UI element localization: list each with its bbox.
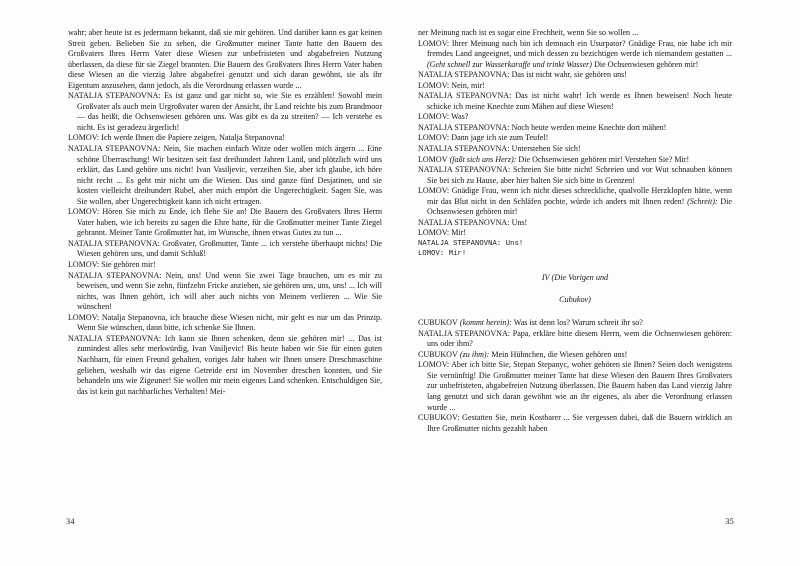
paragraph-text: Was? xyxy=(449,112,469,122)
paragraph-text: Gestatten Sie, mein Kostbarer ... Sie vergessen dabei, daß die Bauern wirklich an Ihre Großmutter nichts gezahlt haben xyxy=(427,413,732,433)
speaker-label: CUBUKOV: xyxy=(418,413,460,423)
speaker-label: LOMOV: xyxy=(418,112,450,122)
paragraph-text: Mir! xyxy=(449,228,467,238)
paragraph-text: Die Ochsenwiesen gehören mir! Verstehen Sie? Mir! xyxy=(516,154,690,164)
paragraph-text: Ich kann sie Ihnen schenken, denn sie gehören mir! ... Das ist zumindest alles sehr merkwürdig, Ivan Vasiljevic! Bis heute haben wir Sie für einen guten Nachbarn, für einen Freund gehalten, voriges Jahr haben wir Ihnen unsere Dreschmaschine geliehen, weshalb wir das eigene Getreide erst im November dreschen konnten, und Sie behandeln uns wie Zigeuner! Sie wollen mir mein eigenes Land schenken. Entschuldigen Sie, das ist kein gut nachbarliches Verhalten! Mei- xyxy=(77,333,382,396)
paragraph-text: wahr; aber heute ist es jedermann bekannt, daß sie mir gehören. Und darüber kann es gar keinen Streit geben. Belieben Sie zu sehen, die Großmutter meiner Tante hatte den Bauern des Großvaters Ihres Herrn Vater diese Wiesen zur unbefristeten und abgabefreien Nutzung überlassen, da diese für sie Ziegel brannten. Die Bauern des Großvaters Ihres Herrn Vater haben diese Wiesen an die vierzig Jahre abgabefrei genutzt und sich daran gewöhnt, sie als ihr Eigentum anzusehen, dann jedoch, als die Verordnung erlassen wurde ... xyxy=(68,28,382,90)
paragraph xyxy=(68,313,382,334)
speaker-label: LOMOV: xyxy=(68,260,100,270)
speaker-label: LOMOV: xyxy=(68,207,100,217)
stage-direction: (faßt sich ans Herz): xyxy=(447,154,517,164)
paragraph-text: Nein, Sie machen einfach Witze oder wollen mich ärgern ... Eine schöne Überraschung! Wir besitzen seit fast dreihundert Jahren Land, und plötzlich wird uns erklärt, das Land gehöre uns nicht! Ivan Vasiljevic, verzeihen Sie, aber ich glaube, ich höre nicht recht ... Es geht mir nicht um die Wiesen. Das sind ganze fünf Desjatinen, und sie kosten vielleicht dreihundert Rubel, aber mich empört die Ungerechtigkeit. Sagen Sie, was Sie wollen, aber Ungerechtigkeit kann ich nicht ertragen. xyxy=(77,144,382,206)
speaker-label: NATALJA STEPANOVNA: xyxy=(68,238,160,248)
paragraph xyxy=(68,144,382,207)
scene-heading-line-1: IV (Die Vorigen und xyxy=(541,273,609,283)
speaker-label: NATALJA STEPANOVNA: xyxy=(68,144,161,154)
speaker-label: LOMOV: xyxy=(418,360,450,370)
paragraph xyxy=(418,91,732,112)
paragraph-text: Natalja Stepanovna, ich brauche diese Wiesen nicht, mir geht es nur um das Prinzip. Wenn Sie wünschen, dann bitte, ich schenke Sie Ihnen. xyxy=(77,312,382,333)
stage-direction: (Geht schnell zur Wasserkaraffe und trinkt Wasser) xyxy=(427,59,592,69)
speaker-label: LOMOV: xyxy=(68,133,100,143)
paragraph-text: Nein, mir! xyxy=(449,80,485,90)
scene-heading-line-2: Cubukov) xyxy=(559,294,591,304)
paragraph xyxy=(68,334,382,397)
page-right-textblock xyxy=(418,28,732,434)
speaker-label: NATALJA STEPANOVNA: xyxy=(68,91,161,101)
paragraph xyxy=(418,350,732,361)
page-right xyxy=(400,0,800,566)
paragraph xyxy=(418,165,732,186)
paragraph xyxy=(68,91,382,133)
speaker-label: LOMOV: xyxy=(418,186,450,196)
speaker-label: NATALJA STEPANOVNA: xyxy=(418,122,510,132)
stage-direction: (zu ihm): xyxy=(457,349,490,359)
paragraph-text: Dann jage ich sie zum Teufel! xyxy=(449,133,549,143)
page-number-left: 34 xyxy=(66,517,75,526)
paragraph xyxy=(68,28,382,91)
speaker-label: NATALJA STEPANOVNA: xyxy=(418,91,512,101)
paragraph-text: Noch heute werden meine Knechte dort mähen! xyxy=(509,122,667,132)
paragraph xyxy=(418,39,732,71)
paragraph-text: Uns! xyxy=(501,239,524,248)
speaker-label: NATALJA STEPANOVNA: xyxy=(418,70,510,80)
paragraph xyxy=(68,271,382,313)
paragraph xyxy=(418,28,732,39)
page-left-textblock xyxy=(68,28,382,397)
paragraph xyxy=(418,112,732,123)
paragraph xyxy=(418,70,732,81)
paragraph xyxy=(418,155,732,166)
paragraph xyxy=(418,186,732,218)
paragraph-text: Mir! xyxy=(444,250,467,259)
paragraph-text: Unterstehen Sie sich! xyxy=(509,144,581,154)
paragraph-text: Papa, erkläre bitte diesem Herrn, wem die Ochsenwiesen gehören: uns oder ihm? xyxy=(427,328,733,349)
speaker-label: LOMOV: xyxy=(418,80,450,90)
paragraph-text: Hören Sie mich zu Ende, ich flehe Sie an! Die Bauern des Großvaters Ihres Herrn Vater haben, wie ich bereits zu sagen die Ehre hatte, für die Großmutter meiner Tante Ziegel gebrannt. Meiner Tante Großmutter hat, im Wunsche, ihnen etwas Gutes zu tun ... xyxy=(77,207,382,238)
paragraph xyxy=(418,133,732,144)
speaker-label: LOMOV: xyxy=(68,312,100,322)
speaker-label: LOMOV xyxy=(418,154,448,164)
paragraph-text: Sie gehören mir! xyxy=(99,260,156,270)
speaker-label: NATALJA STEPANOVNA: xyxy=(68,270,162,280)
paragraph-typed xyxy=(418,239,732,250)
speaker-label: LOMOV: xyxy=(418,250,445,259)
paragraph-text: Ich werde Ihnen die Papiere zeigen, Natalja Stepanovna! xyxy=(99,133,285,143)
paragraph-text-after: Die Ochsenwiesen gehören mir! xyxy=(427,196,733,217)
speaker-label: CUBUKOV xyxy=(418,318,458,328)
paragraph-text: Aber ich bitte Sie, Stepan Stepanyc, woher gehören sie Ihnen? Seien doch wenigstens Sie vernünftig! Die Großmutter meiner Tante hat diese Wiesen den Bauern Ihres Großvaters zur unbefristeten, abgabefreien Nutzung überlassen. Die Bauern haben das Land vierzig Jahre lang genutzt und sich daran gewöhnt wie an ihr eigenes, als aber die Verordnung erlassen wurde ... xyxy=(427,360,732,412)
paragraph xyxy=(418,360,732,413)
paragraph xyxy=(418,144,732,155)
paragraph-text: Gnädige Frau, wenn ich nicht dieses schreckliche, qualvolle Herzklopfen hätte, wenn mir das Blut nicht in den Schläfen pochte, würde ich anders mit Ihnen reden! xyxy=(427,186,732,206)
speaker-label: NATALJA STEPANOVNA: xyxy=(418,217,510,227)
paragraph xyxy=(418,228,732,239)
paragraph-text: Nein, uns! Und wenn Sie zwei Tage brauchen, um es mir zu beweisen, und wenn Sie zehn, fünfzehn Fricke anziehen, sie gehören uns, uns, uns! ... Ich will nichts, was Ihnen gehört, ich will aber auch nichts von Meinem verlieren ... Wie Sie wünschen! xyxy=(77,270,383,312)
speaker-label: LOMOV: xyxy=(418,133,450,143)
paragraph xyxy=(418,81,732,92)
paragraph-text: Ihrer Meinung nach bin ich demnach ein Usurpator? Gnädige Frau, nie habe ich mir fremdes Land angeeignet, und mich dessen zu bezichtigen werde ich niemandem gestatten ... xyxy=(427,38,732,59)
paragraph xyxy=(418,318,732,329)
paragraph-text: Uns! xyxy=(509,217,528,227)
stage-direction: (kommt herein): xyxy=(457,318,512,328)
paragraph xyxy=(418,218,732,229)
page-number-right: 35 xyxy=(725,517,734,526)
paragraph-text: Großvater, Großmutter, Tante ... ich verstehe überhaupt nichts! Die Wiesen gehören uns, und damit Schluß! xyxy=(77,238,383,259)
paragraph xyxy=(418,329,732,350)
paragraph xyxy=(418,123,732,134)
paragraph-typed xyxy=(418,249,732,260)
paragraph-text: Es ist ganz und gar nicht so, wie Sie es erzählen! Sowohl mein Großvater als auch mein Urgroßvater waren der Ansicht, ihr Land reichte bis zum Brandmoor — das heißt, die Ochsenwiesen gehören uns. Was gibt es da zu streiten? — Ich verstehe es nicht. Es ist geradezu ärgerlich! xyxy=(77,91,383,132)
paragraph-text: Das ist nicht wahr! Ich werde es Ihnen beweisen! Noch heute schicke ich meine Knechte zum Mähen auf diese Wiesen! xyxy=(427,91,732,111)
paragraph xyxy=(68,133,382,144)
paragraph-text: Schreien Sie bitte nicht! Schreien und vor Wut schnauben können Sie bei sich zu Hause, aber hier halten Sie sich bitte in Grenzen! xyxy=(427,165,732,185)
paragraph xyxy=(68,260,382,271)
paragraph-text: Mein Hühnchen, die Wiesen gehören uns! xyxy=(489,349,628,359)
speaker-label: NATALJA STEPANOVNA: xyxy=(418,239,502,248)
speaker-label: NATALJA STEPANOVNA: xyxy=(418,165,511,175)
stage-direction: (Schreit): xyxy=(687,196,718,206)
paragraph xyxy=(418,413,732,434)
speaker-label: LOMOV: xyxy=(418,228,450,238)
speaker-label: NATALJA STEPANOVNA: xyxy=(68,333,162,343)
paragraph xyxy=(68,239,382,260)
paragraph-text: Was ist denn los? Warum schreit ihr so? xyxy=(511,318,643,328)
paragraph xyxy=(68,207,382,239)
speaker-label: CUBUKOV xyxy=(418,349,458,359)
speaker-label: NATALJA STEPANOVNA: xyxy=(418,328,511,338)
paragraph-text-after: Die Ochsenwiesen gehören mir! xyxy=(591,59,699,69)
paragraph-text: Das ist nicht wahr, sie gehören uns! xyxy=(509,70,627,80)
speaker-label: LOMOV: xyxy=(418,38,450,48)
speaker-label: NATALJA STEPANOVNA: xyxy=(418,144,510,154)
paragraph-text: ner Meinung nach ist es sogar eine Frechheit, wenn Sie so wollen ... xyxy=(418,28,639,37)
